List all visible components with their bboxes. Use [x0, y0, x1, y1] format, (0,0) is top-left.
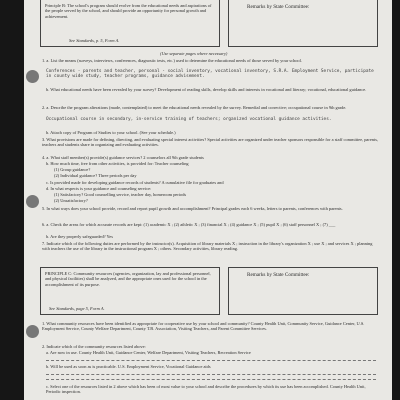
separate-pages-note: (Use separate pages where necessary): [160, 51, 228, 56]
principle-c-standards: See Standards, page 5, Form A.: [49, 306, 105, 311]
remarks-label-c: Remarks by State Committee:: [247, 272, 310, 278]
answer-line: [46, 360, 376, 361]
remarks-box-c: [228, 267, 378, 315]
q2-text: 2. a. Describe the program alterations (made, contemplated) to meet the educational needs revealed by the survey. Remedial and corrective; occupational course in 9th grade.: [42, 105, 347, 110]
remarks-label-b: Remarks by State Committee:: [247, 4, 310, 10]
c-q2b-text: b. Will be used as soon as is practicable. U.S. Employment Service, Vocational Guidance aids: [46, 364, 211, 369]
q4b2-text: (2) Individual guidance? Three periods per day: [54, 173, 137, 178]
q2-answer: Occupational course in secondary, in-service training of teachers; organized vocational guidance activities.: [46, 117, 332, 122]
q1-text: 1. a. List the means (surveys, interviews, conferences, diagnostic tests, etc.) used to determine the educational needs of those served by your school.: [42, 58, 302, 63]
binder-hole: [26, 195, 39, 208]
document-page: [24, 0, 392, 400]
q4-text: 4. a. What staff member(s) provide(s) guidance services? 2 counselors all 9th grade students: [42, 155, 204, 160]
q4c-text: c. Is provided made for developing guidance records of students? A cumulative file for graduates and: [46, 180, 224, 185]
q4d2-text: (2) Unsatisfactory?: [54, 198, 88, 203]
q7-text: 7. Indicate which of the following duties are performed by the instructor(s). Acquisition of library materials X ; instruction in the library's organization X ; use X ; and services X ; planning with teachers the use of the library in the instructional program X ; others. Secondary activities, library reading.: [42, 241, 373, 252]
q6b-text: b. Are they properly safeguarded? Yes: [46, 234, 113, 239]
c-q3-text: c. Select one of the resources listed in 2 above which has been of most value to your school and describe the procedures by which its use has been accomplished. County Health Unit, Periodic inspection.: [46, 384, 366, 395]
principle-b-text: Principle B: The school's program should evolve from the educational needs and aspirations of the people served by the school, and should provide an opportunity for personal growth and achievement.: [45, 3, 212, 19]
remarks-box-b: [228, 0, 378, 47]
q4b-text: b. How much time, free from other activities, is provided for: Teacher counseling: [46, 161, 189, 166]
c-q2-text: 2. Indicate which of the community resources listed above:: [42, 344, 146, 349]
principle-b-standards: See Standards, p. 5, Form A.: [69, 38, 120, 43]
binder-hole: [26, 325, 39, 338]
q5-text: 5. In what ways does your school provide, record and report pupil growth and accomplishment? Principal grades each 6 weeks, letters to parents, conferences with parents.: [42, 206, 343, 211]
q4b1-text: (1) Group guidance?: [54, 167, 91, 172]
binder-hole: [26, 70, 39, 83]
principle-c-box: [40, 267, 220, 315]
q2b-text: b. Attach copy of Program of Studies to your school. (See your schedule.): [46, 130, 176, 135]
q6-text: 6. a. Check the areas for which accurate records are kept: (1) academic X ; (2) athletic X ; (3) financial X ; (4) guidance X ; (5) pupil X ; (6) staff personnel X ; (7) ___: [42, 222, 336, 227]
q4d-text: d. In what respects is your guidance and counseling service:: [46, 186, 152, 191]
answer-line: [46, 379, 376, 380]
principle-c-text: PRINCIPLE C: Community resources (agencies, organization, lay and professional personnel, and physical facilities) shall be analyzed, and the appropriate ones used for the school in the accomplishment of its purpose.: [45, 271, 211, 287]
q1-answer: Conferences - parents and teacher, personal - social inventory, vocational inventory, S.R.A. Employment Service, participate in county wide study, teacher programs, guidance advisement.: [46, 69, 374, 80]
principle-b-box: [40, 0, 220, 47]
q1b-text: b. What educational needs have been revealed by your survey? Development of reading skills, develop skills and interests in vocational and literary; vocational, educational guidance.: [46, 87, 367, 92]
c-q2a-text: a. Are now in use. County Health Unit, Guidance Center, Welfare Department, Visiting Teachers, Recreation Service: [46, 350, 251, 355]
q4d1-text: (1) Satisfactory? Good counselling service, teacher day, homeroom periods: [54, 192, 187, 197]
answer-line: [46, 374, 376, 375]
q3-text: 3. What provisions are made for defining, directing, and evaluating special interest activities? Special activities are organized under teacher sponsors responsible for a staff committee, parents, teachers and students share in organizing and evaluating activities.: [42, 137, 379, 148]
c-q1-text: 1. What community resources have been identified as appropriate for cooperative use by your school and community? County Health Unit, Community Service, Guidance Center, U.S. Employment Service, County Welfare Department, County T.B. Association, Visiting Teachers, and Parent Committee Services.: [42, 321, 365, 332]
